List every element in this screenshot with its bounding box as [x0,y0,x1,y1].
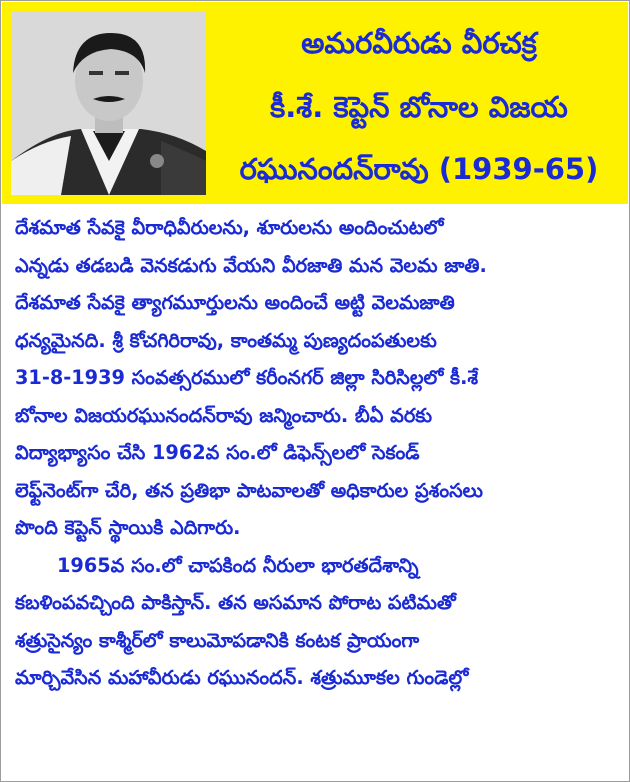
body-line: కబళింపవచ్చింది పాకిస్తాన్. తన అసమాన పోరాట పటిమతో [15,591,456,614]
title-line-3: రఘునందన్‌రావు (1939-65) [239,152,599,186]
body-line: దేశమాత సేవకై త్యాగమూర్తులను అందించే అట్టి వెలమజాతి [15,291,455,314]
body-line: ధన్యమైనది. శ్రీ కోచగిరిరావు, కాంతమ్మ పుణ్యదంపతులకు [15,328,437,352]
body-line: విద్యాభ్యాసం చేసి 1962వ సం.లో డిఫెన్స్‌లలో సెకండ్ [15,441,420,464]
header-banner [2,2,628,204]
title-line-1: అమరవీరుడు వీరచక్ర [301,26,537,60]
portrait-figure [11,11,206,195]
body-line: ఎన్నడు తడబడి వెనకడుగు వేయని వీరజాతి మన వెలమ జాతి. [15,253,487,277]
body-line-indented: 1965వ సం.లో చాపకింద నీరులా భారతదేశాన్ని [57,553,419,577]
body-line: మార్చివేసిన మహావీరుడు రఘునందన్. శత్రుమూకల గుండెల్లో [15,666,469,689]
body-line: దేశమాత సేవకై వీరాధివీరులను, శూరులను అందించుటలో [15,216,444,239]
body-line: 31-8-1939 సంవత్సరములో కరీంనగర్ జిల్లా సిరిసిల్లలో కీ.శే [15,366,479,389]
title-line-2: కీ.శే. కెప్టెన్ బోనాల విజయ [270,90,568,124]
article-body [15,209,619,697]
title-block [214,10,624,202]
body-line: లెఫ్ట్‌నెంట్‌గా చేరి, తన ప్రతిభా పాటవాలతో అధికారుల ప్రశంసలు [15,478,483,502]
body-line: పొంది కెప్టెన్ స్థాయికి ఎదిగారు. [15,516,241,539]
portrait-photo [11,11,206,195]
body-line: శత్రుసైన్యం కాశ్మీర్‌లో కాలుమోపడానికి కంటక ప్రాయంగా [15,628,420,652]
body-line: బోనాల విజయరఘునందన్‌రావు జన్మించారు. బీఏ వరకు [15,403,433,427]
